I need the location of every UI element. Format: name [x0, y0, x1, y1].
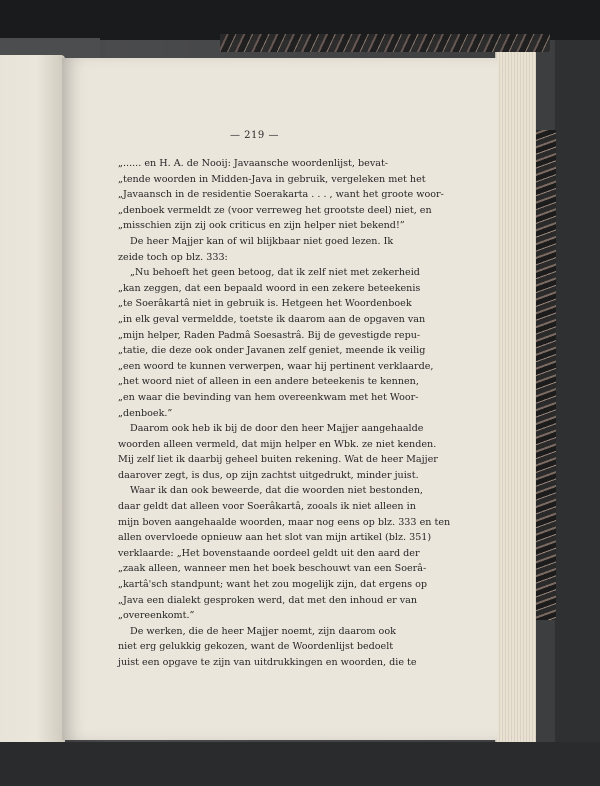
bottom-border [0, 742, 600, 786]
text-line: „en waar die bevinding van hem overeenkwam met het Woor- [118, 391, 419, 403]
text-line: „Javaansch in de residentie Soerakarta . . . , want het groote woor- [118, 189, 444, 201]
text-line: „te Soerâkartâ niet in gebruik is. Hetgeen het Woordenboek [118, 298, 412, 310]
text-line: daarover zegt, is dus, op zijn zachtst uitgedrukt, minder juist. [118, 469, 419, 481]
text-line: „denboek vermeldt ze (voor verreweg het grootste deel) niet, en [118, 204, 432, 216]
text-line: allen overvloede opnieuw aan het slot van mijn artikel (blz. 351) [118, 532, 432, 544]
text-line: „overeenkomt.” [118, 610, 195, 622]
text-line: woorden alleen vermeld, dat mijn helper en Wbk. ze niet kenden. [118, 438, 437, 450]
text-line: „in elk geval vermeldde, toetste ik daarom aan de opgaven van [118, 313, 426, 325]
body-text [118, 156, 451, 671]
text-line: mijn boven aangehaalde woorden, maar nog eens op blz. 333 en ten [118, 516, 451, 528]
text-line: De heer Majjer kan of wil blijkbaar niet goed lezen. Ik [130, 235, 394, 247]
left-page [0, 55, 65, 745]
text-line: Mij zelf liet ik daarbij geheel buiten rekening. Wat de heer Majjer [118, 454, 438, 466]
text-line: „denboek.” [118, 407, 173, 419]
text-line: juist een opgave te zijn van uitdrukkingen en woorden, die te [118, 657, 417, 668]
text-line: „Java een dialekt gesproken werd, dat met den inhoud er van [118, 594, 418, 606]
text-line: „kartâ'sch standpunt; want het zou mogelijk zijn, dat ergens op [118, 579, 428, 591]
right-border [555, 40, 600, 786]
text-line: „een woord te kunnen verwerpen, waar hij pertinent verklaarde, [118, 360, 434, 372]
text-line: verklaarde: „Het bovenstaande oordeel geldt uit den aard der [118, 547, 420, 559]
page-edges [495, 52, 536, 742]
marbled-endpaper-top [220, 34, 550, 52]
text-line: „misschien zijn zij ook criticus en zijn helper niet bekend!” [118, 220, 405, 232]
text-line: „mijn helper, Raden Padmâ Soesastrâ. Bij de gevestigde repu- [118, 329, 421, 341]
text-line: daar geldt dat alleen voor Soerâkartâ, zooals ik niet alleen in [118, 501, 416, 513]
text-line: „Nu behoeft het geen betoog, dat ik zelf niet met zekerheid [130, 267, 420, 279]
text-line: Waar ik dan ook beweerde, dat die woorden niet bestonden, [130, 485, 423, 497]
text-line: „...... en H. A. de Nooij: Javaansche woordenlijst, bevat- [118, 158, 389, 169]
page-number: — 219 — [230, 130, 279, 141]
text-line: De werken, die de heer Majjer noemt, zijn daarom ook [130, 625, 396, 637]
text-line: „tende woorden in Midden-Java in gebruik, vergeleken met het [118, 173, 426, 185]
text-line: zeide toch op blz. 333: [118, 251, 228, 263]
text-line: niet erg gelukkig gekozen, want de Woordenlijst bedoelt [118, 641, 394, 653]
text-line: „zaak alleen, wanneer men het boek beschouwt van een Soerâ- [118, 563, 427, 575]
text-line: Daarom ook heb ik bij de door den heer Majjer aangehaalde [130, 423, 424, 435]
text-line: „kan zeggen, dat een bepaald woord in een zekere beteekenis [118, 282, 421, 294]
text-line: „het woord niet of alleen in een andere beteekenis te kennen, [118, 376, 419, 388]
text-line: „tatie, die deze ook onder Javanen zelf geniet, meende ik veilig [118, 345, 426, 357]
